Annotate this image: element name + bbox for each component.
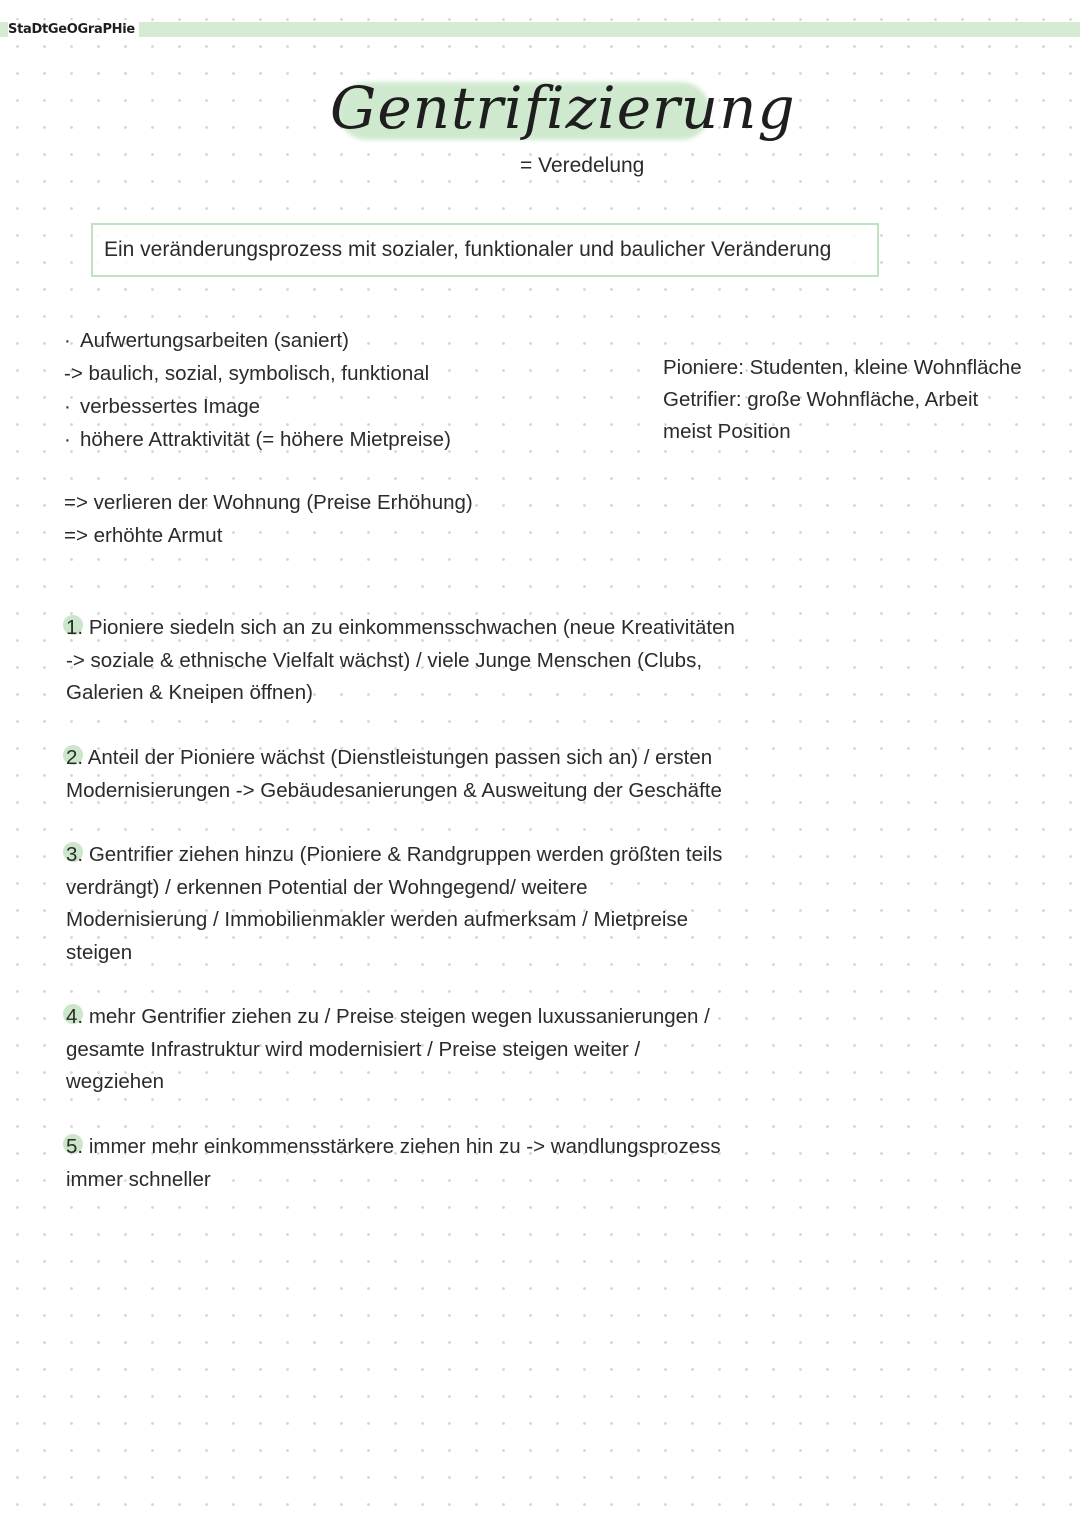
definition-text: Ein veränderungsprozess mit sozialer, funktionaler und baulicher Veränderung: [104, 238, 832, 261]
list-item: · höhere Attraktivität (= höhere Mietpreise): [64, 423, 451, 456]
list-item: -> baulich, sozial, symbolisch, funktional: [64, 362, 430, 385]
header-bar: [0, 22, 1080, 37]
phase-number: 1.: [66, 612, 83, 645]
list-item: Getrifier: große Wohnfläche, Arbeit: [663, 388, 979, 411]
list-item: · Aufwertungsarbeiten (saniert): [64, 324, 451, 357]
page-title: Gentrifizierung: [330, 74, 796, 142]
phase-number: 2.: [66, 742, 83, 775]
title-block: [330, 62, 796, 157]
phase-4: 4. mehr Gentrifier ziehen zu / Preise steigen wegen luxussanierungen / gesamte Infrastruktur wird modernisiert / Preise steigen weiter / wegziehen: [66, 1001, 826, 1099]
list-item: => verlieren der Wohnung (Preise Erhöhung): [64, 491, 473, 514]
bullet: ·: [64, 428, 71, 451]
page-subtitle: = Veredelung: [520, 154, 645, 177]
list-item: meist Position: [663, 420, 791, 443]
subject-label: StaDtGeOGraPHie: [8, 20, 139, 39]
definition-box: [91, 223, 879, 277]
list-item: · verbessertes Image: [64, 390, 451, 423]
phase-3: 3. Gentrifier ziehen hinzu (Pioniere & Randgruppen werden größten teils verdrängt) / erkennen Potential der Wohngegend/ weitere Modernisierung / Immobilienmakler werden aufmerksam / Mietpreise steigen: [66, 839, 826, 969]
phase-2: 2. Anteil der Pioniere wächst (Dienstleistungen passen sich an) / ersten Modernisierungen -> Gebäudesanierungen & Ausweitung der Geschäfte: [66, 742, 826, 807]
bullet: ·: [64, 395, 71, 418]
phase-number: 5.: [66, 1131, 83, 1164]
phase-number: 4.: [66, 1001, 83, 1034]
list-item: => erhöhte Armut: [64, 524, 223, 547]
list-item: Pioniere: Studenten, kleine Wohnfläche: [663, 356, 1022, 379]
groups-note: [663, 352, 1022, 448]
features-list: [64, 324, 451, 456]
consequences-list: [64, 486, 473, 552]
phase-5: 5. immer mehr einkommensstärkere ziehen hin zu -> wandlungsprozess immer schneller: [66, 1131, 826, 1196]
bullet: ·: [64, 329, 71, 352]
phase-number: 3.: [66, 839, 83, 872]
phase-1: 1. Pioniere siedeln sich an zu einkommensschwachen (neue Kreativitäten -> soziale & ethnische Vielfalt wächst) / viele Junge Menschen (Clubs, Galerien & Kneipen öffnen): [66, 612, 826, 710]
